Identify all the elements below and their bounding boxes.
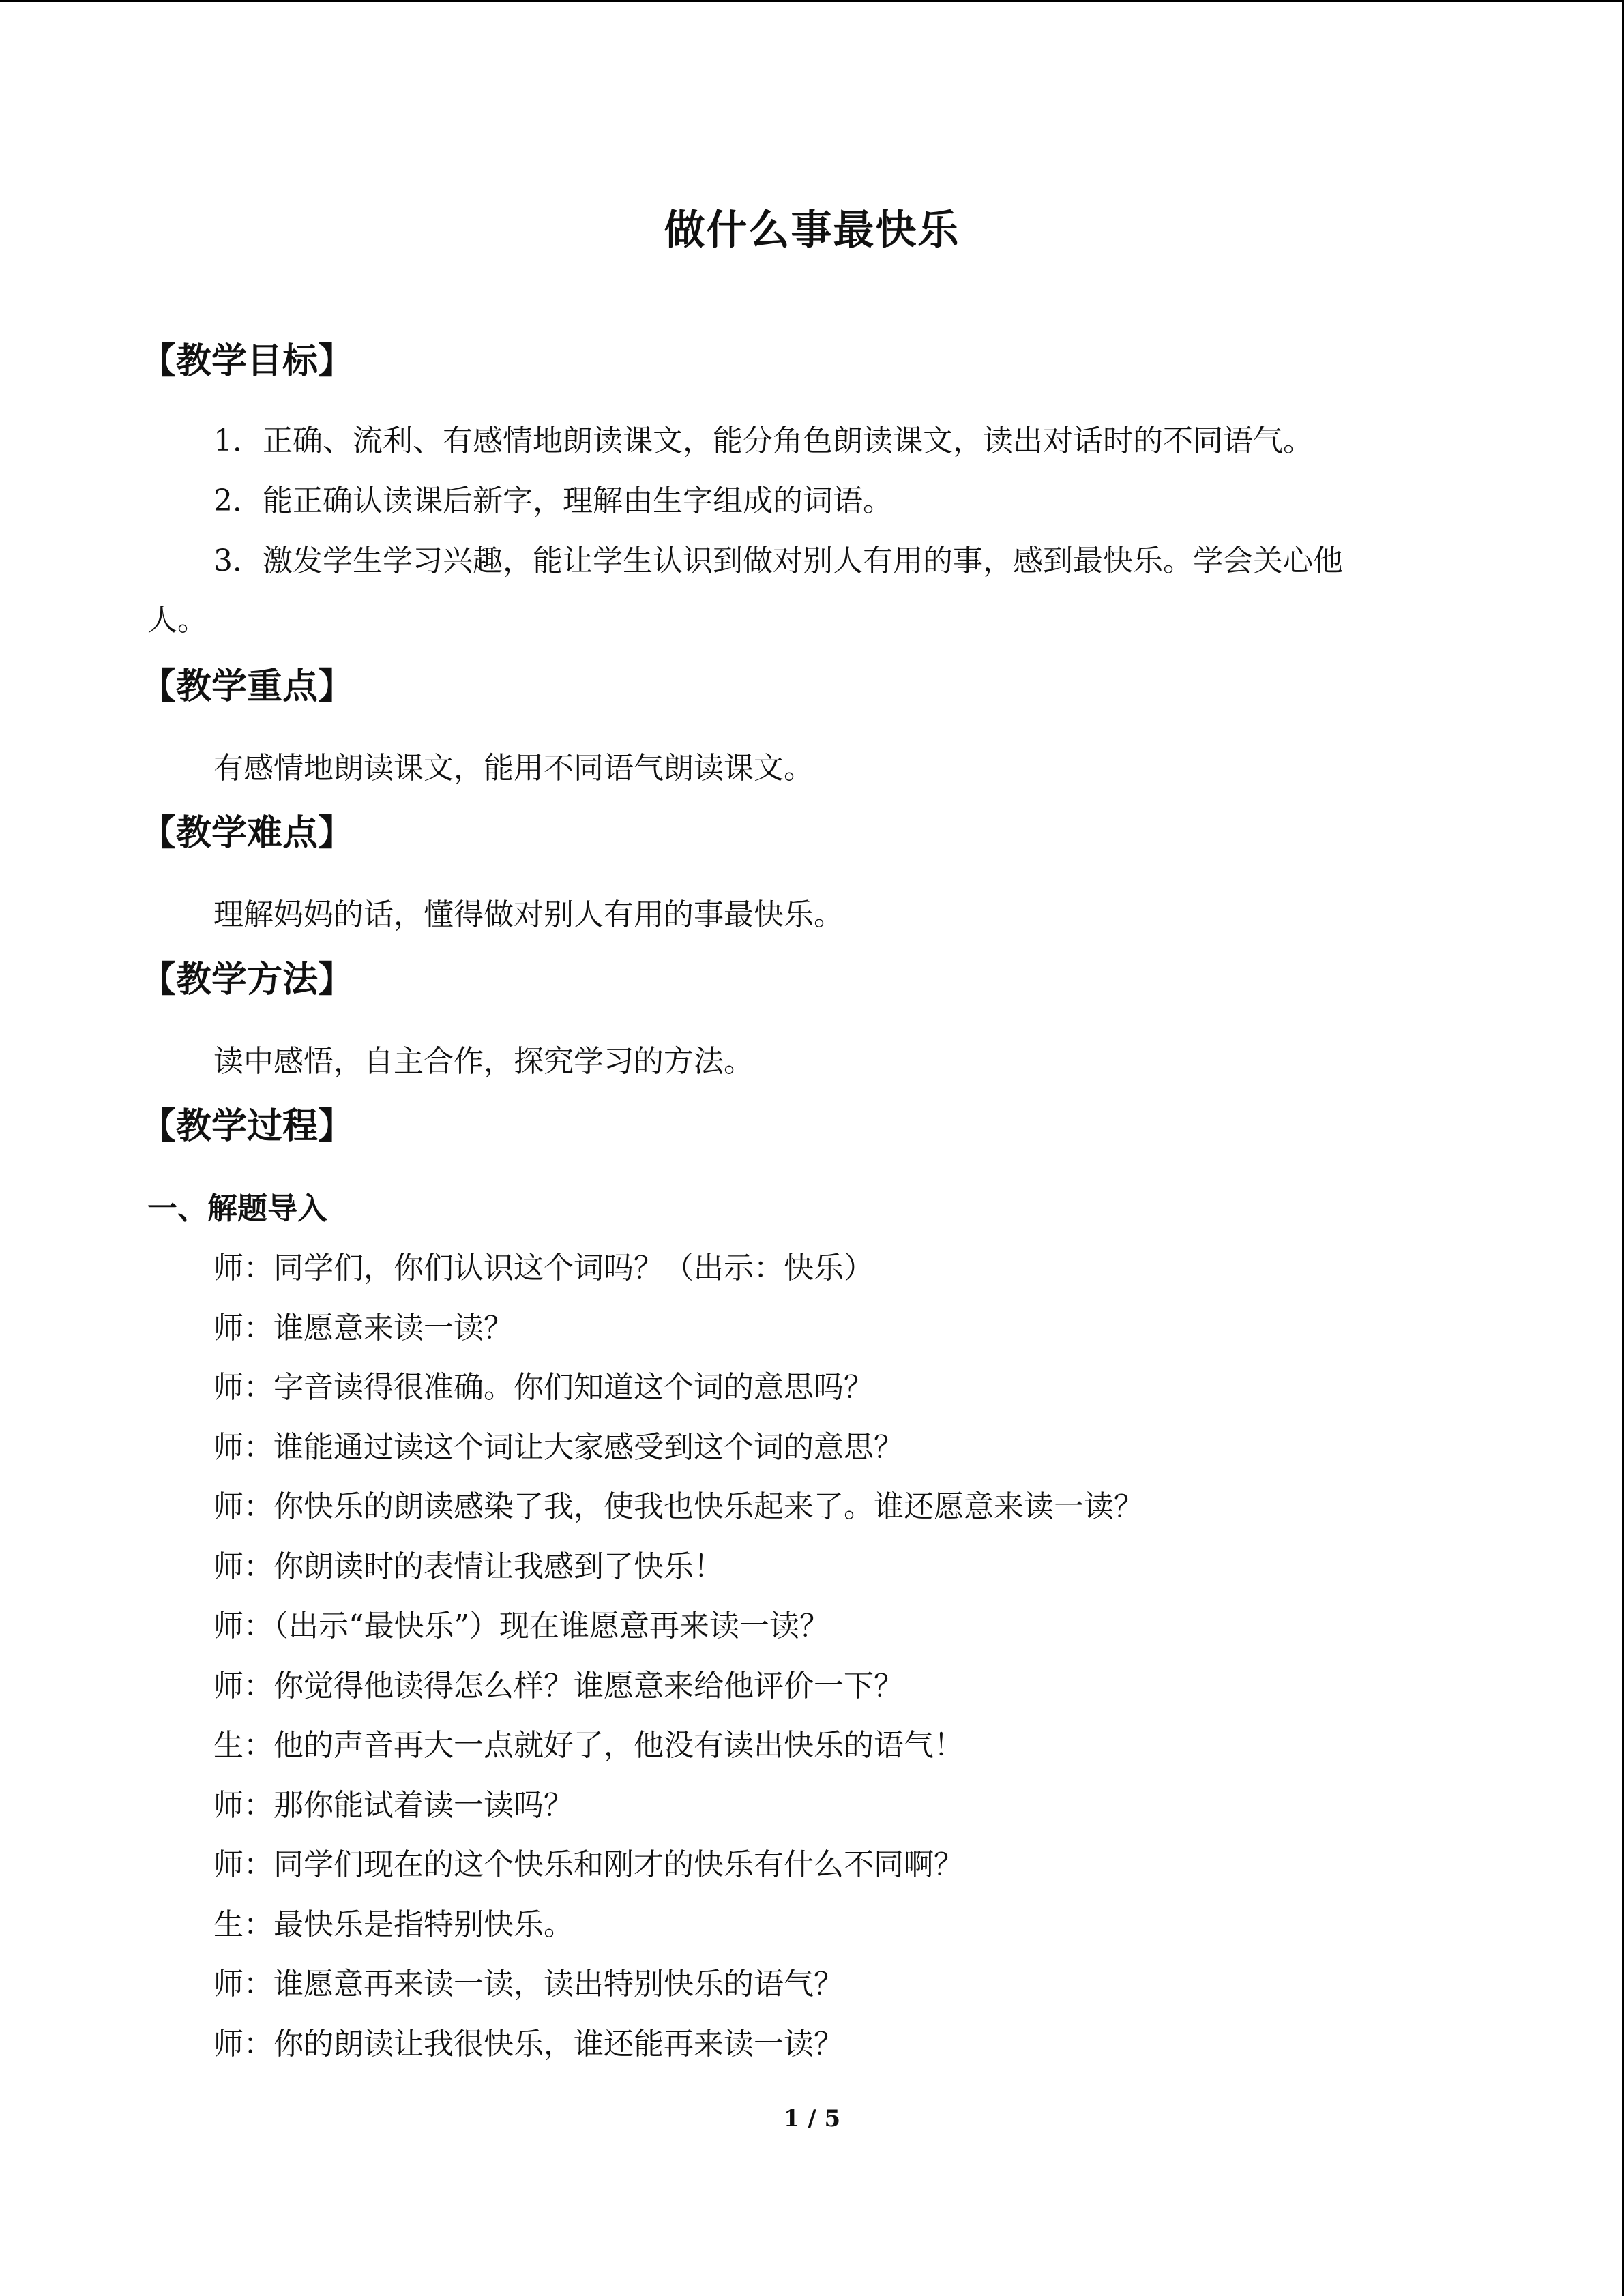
key-points-text: 有感情地朗读课文，能用不同语气朗读课文。 (213, 751, 814, 786)
dialogue-line: 师：谁能通过读这个词让大家感受到这个词的意思？ (213, 1430, 904, 1465)
objective-item-2: 2．能正确认读课后新字，理解由生字组成的词语。 (213, 483, 893, 518)
dialogue-line: 师：谁愿意来读一读？ (213, 1311, 514, 1345)
difficulties-text: 理解妈妈的话，懂得做对别人有用的事最快乐。 (213, 897, 844, 932)
methods-text: 读中感悟，自主合作，探究学习的方法。 (213, 1044, 754, 1079)
key-points-heading: 【教学重点】 (141, 666, 354, 707)
dialogue-line: 师：你觉得他读得怎么样？谁愿意来给他评价一下？ (213, 1669, 904, 1703)
dialogue-line: 师：你快乐的朗读感染了我，使我也快乐起来了。谁还愿意来读一读？ (213, 1489, 1144, 1524)
objective-item-1: 1．正确、流利、有感情地朗读课文，能分角色朗读课文，读出对话时的不同语气。 (213, 423, 1313, 458)
page-title: 做什么事最快乐 (664, 207, 960, 254)
methods-heading: 【教学方法】 (141, 959, 354, 1000)
objectives-heading: 【教学目标】 (141, 341, 354, 382)
dialogue-line: 师：（出示“最快乐”）现在谁愿意再来读一读？ (213, 1609, 829, 1643)
dialogue-line: 生：最快乐是指特别快乐。 (213, 1907, 574, 1942)
difficulties-heading: 【教学难点】 (141, 813, 354, 854)
dialogue-line: 师：字音读得很准确。你们知道这个词的意思吗？ (213, 1370, 874, 1405)
section-1-heading: 一、解题导入 (147, 1191, 327, 1226)
dialogue-line: 师：那你能试着读一读吗？ (213, 1788, 574, 1823)
objective-item-3: 3．激发学生学习兴趣，能让学生认识到做对别人有用的事，感到最快乐。学会关心他 (213, 543, 1343, 578)
page-border-top (0, 0, 1624, 2)
page-indicator: 1 / 5 (783, 2105, 841, 2132)
dialogue-line: 师：你朗读时的表情让我感到了快乐！ (213, 1549, 724, 1584)
dialogue-line: 师：你的朗读让我很快乐，谁还能再来读一读？ (213, 2027, 844, 2061)
objective-item-3-continued: 人。 (147, 603, 207, 638)
dialogue-line: 师：谁愿意再来读一读，读出特别快乐的语气？ (213, 1967, 844, 2001)
process-heading: 【教学过程】 (141, 1106, 354, 1147)
dialogue-line: 生：他的声音再大一点就好了，他没有读出快乐的语气！ (213, 1728, 964, 1763)
dialogue-line: 师：同学们现在的这个快乐和刚才的快乐有什么不同啊？ (213, 1847, 964, 1882)
dialogue-line: 师：同学们，你们认识这个词吗？（出示：快乐） (213, 1251, 874, 1285)
